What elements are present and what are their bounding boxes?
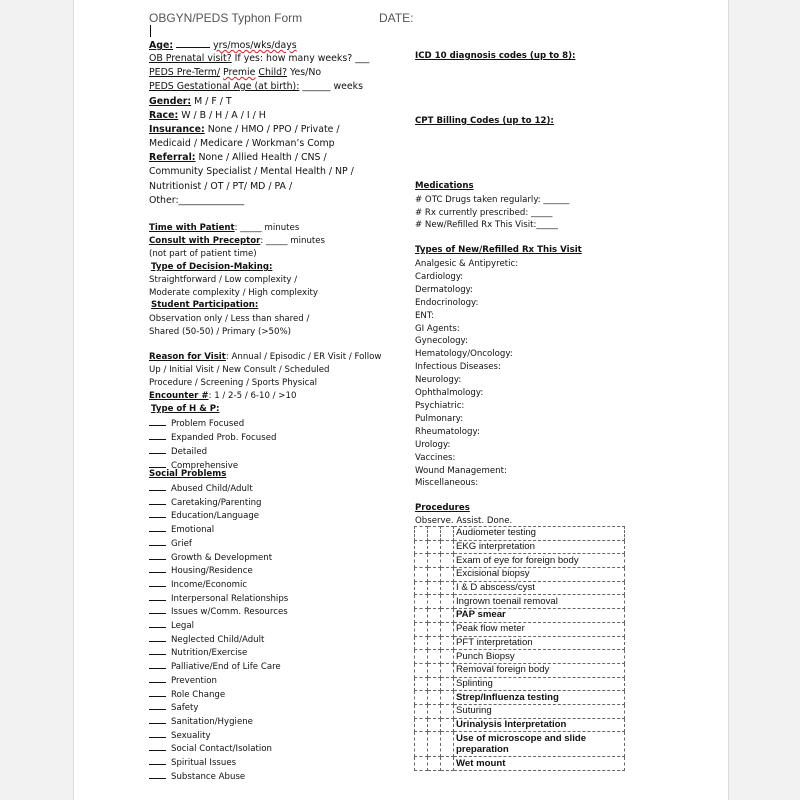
table-row — [415, 554, 625, 568]
table-row — [415, 622, 625, 636]
procedure-checkbox-cell[interactable] — [415, 704, 428, 718]
table-row — [415, 732, 625, 757]
list-item: Palliative/End of Life Care — [149, 660, 288, 674]
cpt-codes-label: CPT Billing Codes (up to 12): — [415, 116, 554, 126]
medications-list — [415, 194, 569, 232]
list-item: Grief — [149, 537, 288, 551]
list-item: # New/Refilled Rx This Visit:_____ — [415, 220, 558, 231]
list-item: # Rx currently prescribed: _____ — [415, 207, 553, 218]
procedure-name: Excisional biopsy — [454, 568, 625, 582]
procedure-checkbox-cell[interactable] — [428, 540, 441, 554]
gender-row: Gender: M / F / T — [149, 96, 232, 107]
insurance-row-2: Medicaid / Medicare / Workman’s Comp — [149, 138, 335, 149]
procedure-checkbox-cell[interactable] — [441, 732, 454, 757]
table-row — [415, 636, 625, 650]
time-with-patient: Time with Patient: _____ minutes — [149, 223, 300, 233]
procedure-checkbox-cell[interactable] — [441, 540, 454, 554]
list-item: Nutrition/Exercise — [149, 646, 288, 660]
list-item: Comprehensive — [149, 459, 276, 473]
procedure-checkbox-cell[interactable] — [441, 622, 454, 636]
date-label: DATE: — [379, 11, 414, 25]
procedure-name: I & D abscess/cyst — [454, 581, 625, 595]
social-problems-list — [149, 482, 288, 783]
list-item: Role Change — [149, 688, 288, 702]
reason-opts-2: Up / Initial Visit / New Consult / Scheduled — [149, 365, 330, 375]
procedure-checkbox-cell[interactable] — [428, 636, 441, 650]
procedure-name: Urinalysis Interpretation — [454, 718, 625, 732]
procedure-checkbox-cell[interactable] — [441, 581, 454, 595]
procedure-checkbox-cell[interactable] — [415, 677, 428, 691]
procedure-checkbox-cell[interactable] — [415, 663, 428, 677]
procedure-checkbox-cell[interactable] — [428, 704, 441, 718]
procedure-name: Punch Biopsy — [454, 650, 625, 664]
procedure-checkbox-cell[interactable] — [415, 527, 428, 541]
list-item: Abused Child/Adult — [149, 482, 288, 496]
medications-label: Medications — [415, 181, 474, 191]
procedure-name: Splinting — [454, 677, 625, 691]
procedure-checkbox-cell[interactable] — [428, 595, 441, 609]
list-item: Growth & Development — [149, 551, 288, 565]
procedure-checkbox-cell[interactable] — [415, 691, 428, 705]
list-item: Safety — [149, 701, 288, 715]
list-item: Psychiatric: — [415, 400, 465, 411]
list-item: Ophthalmology: — [415, 388, 484, 399]
procedure-checkbox-cell[interactable] — [428, 581, 441, 595]
procedure-checkbox-cell[interactable] — [428, 663, 441, 677]
table-row — [415, 663, 625, 677]
table-row — [415, 595, 625, 609]
procedure-name: Strep/Influenza testing — [454, 691, 625, 705]
reason-for-visit: Reason for Visit: Annual / Episodic / ER Visit / Follow — [149, 352, 382, 362]
procedure-checkbox-cell[interactable] — [441, 527, 454, 541]
procedure-checkbox-cell[interactable] — [441, 704, 454, 718]
list-item: Analgesic & Antipyretic: — [415, 259, 519, 269]
procedure-name: Audiometer testing — [454, 527, 625, 541]
list-item: Emotional — [149, 523, 288, 537]
procedure-checkbox-cell[interactable] — [441, 663, 454, 677]
list-item: Education/Language — [149, 509, 288, 523]
icd-codes-label: ICD 10 diagnosis codes (up to 8): — [415, 51, 576, 61]
list-item: Miscellaneous: — [415, 478, 479, 489]
procedure-checkbox-cell[interactable] — [428, 527, 441, 541]
procedure-checkbox-cell[interactable] — [415, 609, 428, 623]
procedure-checkbox-cell[interactable] — [415, 757, 428, 771]
procedure-checkbox-cell[interactable] — [415, 540, 428, 554]
procedures-columns: Observe. Assist. Done. — [415, 516, 513, 526]
hp-label: Type of H & P: — [151, 404, 220, 414]
procedure-checkbox-cell[interactable] — [415, 636, 428, 650]
decision-making-label: Type of Decision-Making: — [151, 262, 273, 272]
list-item: Substance Abuse — [149, 770, 288, 784]
list-item: Urology: — [415, 439, 451, 450]
procedure-checkbox-cell[interactable] — [428, 691, 441, 705]
referral-row: Referral: None / Allied Health / CNS / — [149, 152, 327, 163]
student-participation-label: Student Participation: — [151, 300, 259, 310]
race-row: Race: W / B / H / A / I / H — [149, 110, 266, 121]
list-item: Interpersonal Relationships — [149, 592, 288, 606]
table-row — [415, 581, 625, 595]
procedure-checkbox-cell[interactable] — [415, 622, 428, 636]
list-item: Social Contact/Isolation — [149, 742, 288, 756]
table-row — [415, 704, 625, 718]
social-problems-label: Social Problems — [149, 469, 227, 479]
list-item: Vaccines: — [415, 452, 456, 463]
insurance-row: Insurance: None / HMO / PPO / Private / — [149, 124, 340, 135]
table-row — [415, 540, 625, 554]
procedures-table — [414, 526, 625, 771]
consult-with-preceptor: Consult with Preceptor: _____ minutes — [149, 236, 326, 246]
referral-row-2: Community Specialist / Mental Health / NP / — [149, 166, 354, 177]
table-row — [415, 691, 625, 705]
procedure-checkbox-cell[interactable] — [428, 622, 441, 636]
procedure-checkbox-cell[interactable] — [415, 650, 428, 664]
ob-prenatal-row: OB Prenatal visit? If yes: how many weeks? ___ — [149, 53, 370, 64]
procedure-checkbox-cell[interactable] — [415, 595, 428, 609]
list-item: Caretaking/Parenting — [149, 496, 288, 510]
procedure-checkbox-cell[interactable] — [441, 691, 454, 705]
list-item: Income/Economic — [149, 578, 288, 592]
list-item: Prevention — [149, 674, 288, 688]
rx-types-list — [415, 258, 518, 490]
procedure-name: PAP smear — [454, 609, 625, 623]
list-item: Neglected Child/Adult — [149, 633, 288, 647]
list-item: Expanded Prob. Focused — [149, 431, 276, 445]
procedure-name: Wet mount — [454, 757, 625, 771]
procedure-name: Removal foreign body — [454, 663, 625, 677]
peds-preterm-row: PEDS Pre-Term/ Premie Child? Yes/No — [149, 67, 322, 78]
procedure-name: Suturing — [454, 704, 625, 718]
procedure-checkbox-cell[interactable] — [441, 568, 454, 582]
procedure-checkbox-cell[interactable] — [441, 595, 454, 609]
list-item: Gynecology: — [415, 336, 468, 347]
procedure-checkbox-cell[interactable] — [415, 732, 428, 757]
encounter-row: Encounter #: 1 / 2-5 / 6-10 / >10 — [149, 391, 297, 401]
table-row — [415, 568, 625, 582]
decision-opts-2: Moderate complexity / High complexity — [149, 288, 318, 298]
form-title: OBGYN/PEDS Typhon Form — [149, 11, 303, 25]
list-item: Detailed — [149, 445, 276, 459]
reason-opts-3: Procedure / Screening / Sports Physical — [149, 378, 317, 388]
list-item: Problem Focused — [149, 417, 276, 431]
text-cursor — [150, 25, 151, 37]
table-row — [415, 757, 625, 771]
peds-gestational-row: PEDS Gestational Age (at birth): ______ weeks — [149, 81, 363, 92]
procedure-name: EKG interpretation — [454, 540, 625, 554]
procedure-checkbox-cell[interactable] — [415, 581, 428, 595]
list-item: Cardiology: — [415, 271, 464, 282]
list-item: Spiritual Issues — [149, 756, 288, 770]
procedure-checkbox-cell[interactable] — [441, 677, 454, 691]
procedure-checkbox-cell[interactable] — [441, 636, 454, 650]
procedure-checkbox-cell[interactable] — [428, 718, 441, 732]
student-opts-2: Shared (50-50) / Primary (>50%) — [149, 327, 291, 337]
list-item: Dermatology: — [415, 284, 474, 295]
procedure-name: Ingrown toenail removal — [454, 595, 625, 609]
consult-note: (not part of patient time) — [149, 249, 257, 259]
list-item: Issues w/Comm. Resources — [149, 605, 288, 619]
referral-other: Other:______________ — [149, 195, 245, 206]
referral-row-3: Nutritionist / OT / PT/ MD / PA / — [149, 181, 293, 192]
table-row — [415, 527, 625, 541]
procedure-name: Peak flow meter — [454, 622, 625, 636]
list-item: Sexuality — [149, 729, 288, 743]
rx-types-label: Types of New/Refilled Rx This Visit — [415, 245, 582, 255]
procedure-checkbox-cell[interactable] — [428, 650, 441, 664]
procedure-checkbox-cell[interactable] — [441, 718, 454, 732]
table-row — [415, 677, 625, 691]
procedure-checkbox-cell[interactable] — [441, 554, 454, 568]
list-item: Hematology/Oncology: — [415, 349, 513, 360]
procedures-label: Procedures — [415, 503, 470, 513]
list-item: Housing/Residence — [149, 564, 288, 578]
procedure-checkbox-cell[interactable] — [428, 568, 441, 582]
table-row — [415, 718, 625, 732]
list-item: Rheumatology: — [415, 426, 480, 437]
list-item: GI Agents: — [415, 323, 460, 334]
procedure-name: Use of microscope and slide preparation — [454, 732, 625, 757]
list-item: Wound Management: — [415, 465, 507, 476]
list-item: Endocrinology: — [415, 297, 479, 308]
procedure-checkbox-cell[interactable] — [428, 732, 441, 757]
table-row — [415, 650, 625, 664]
table-row — [415, 609, 625, 623]
procedure-checkbox-cell[interactable] — [415, 568, 428, 582]
procedure-checkbox-cell[interactable] — [415, 554, 428, 568]
procedure-checkbox-cell[interactable] — [428, 677, 441, 691]
procedure-checkbox-cell[interactable] — [441, 757, 454, 771]
procedure-checkbox-cell[interactable] — [428, 757, 441, 771]
list-item: Neurology: — [415, 375, 462, 386]
decision-opts-1: Straightforward / Low complexity / — [149, 275, 298, 285]
student-opts-1: Observation only / Less than shared / — [149, 314, 310, 324]
list-item: ENT: — [415, 310, 435, 321]
procedure-checkbox-cell[interactable] — [415, 718, 428, 732]
list-item: Infectious Diseases: — [415, 362, 501, 373]
procedure-checkbox-cell[interactable] — [441, 650, 454, 664]
list-item: Legal — [149, 619, 288, 633]
hp-list — [149, 417, 276, 473]
list-item: # OTC Drugs taken regularly: ______ — [415, 195, 570, 205]
list-item: Sanitation/Hygiene — [149, 715, 288, 729]
procedure-name: PFT interpretation — [454, 636, 625, 650]
list-item: Pulmonary: — [415, 413, 464, 424]
procedure-checkbox-cell[interactable] — [428, 554, 441, 568]
age-row: Age: yrs/mos/wks/days — [149, 40, 297, 51]
procedure-checkbox-cell[interactable] — [428, 609, 441, 623]
procedure-checkbox-cell[interactable] — [441, 609, 454, 623]
procedure-name: Exam of eye for foreign body — [454, 554, 625, 568]
